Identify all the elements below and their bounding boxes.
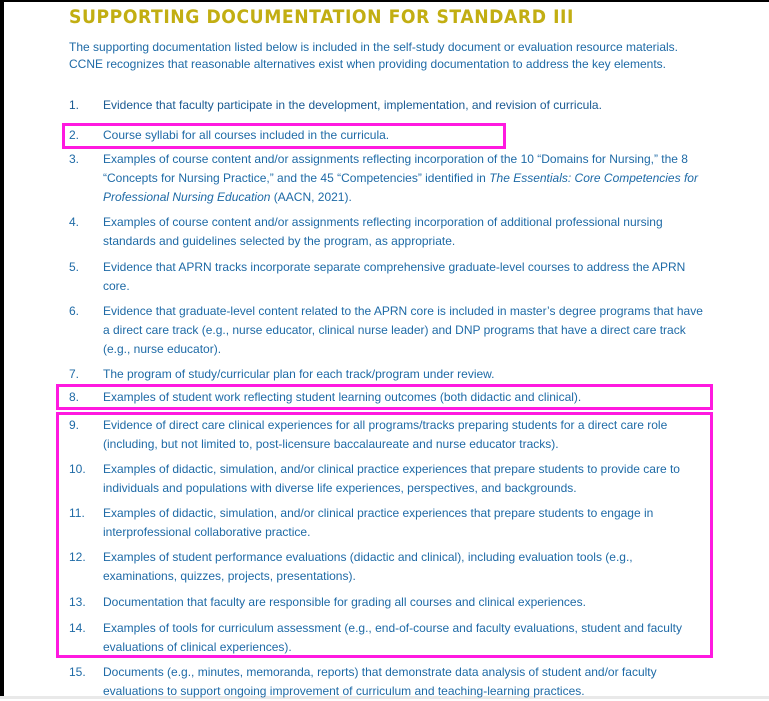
item-text: Evidence that graduate-level content related to the APRN core is included in master’s degree programs that have a direct care track (e.g., nurse educator, clinical nurse leader) and DNP programs that have a direct care track (e.g., nurse educator).	[103, 304, 703, 356]
item-text: Examples of course content and/or assignments reflecting incorporation of additional professional nursing standards and guidelines selected by the program, as appropriate.	[103, 215, 663, 248]
item-text: Documentation that faculty are responsible for grading all courses and clinical experiences.	[103, 595, 586, 609]
item-text	[103, 150, 709, 207]
item-number: 2.	[69, 128, 80, 142]
highlight-box-items-9-14	[56, 412, 713, 658]
item-number: 12.	[69, 550, 86, 564]
item-number: 1.	[69, 98, 80, 112]
item-text: Examples of student work reflecting student learning outcomes (both didactic and clinical).	[103, 390, 582, 404]
window-top-border	[0, 0, 769, 2]
item-number: 8.	[69, 390, 80, 404]
item-number: 6.	[69, 304, 80, 318]
item-number: 13.	[69, 595, 86, 609]
list-item-15	[69, 663, 709, 701]
item-number: 4.	[69, 215, 80, 229]
item-text: Documents (e.g., minutes, memoranda, reports) that demonstrate data analysis of student and/or faculty evaluations to support ongoing improvement of curriculum and teaching-learning practices.	[103, 665, 657, 698]
item-number: 5.	[69, 260, 80, 274]
item-text: Course syllabi for all courses included in the curricula.	[103, 128, 390, 142]
item-number: 10.	[69, 462, 86, 476]
item-text: Examples of didactic, simulation, and/or clinical practice experiences that prepare students to provide care to individuals and populations with diverse life experiences, perspectives, and backgrounds.	[103, 462, 680, 495]
item-text-citation-title: The Essentials: Core Competencies for Professional Nursing Education	[103, 171, 698, 204]
list-item-4	[69, 213, 709, 251]
item-number: 9.	[69, 418, 80, 432]
item-text-part: Examples of course content and/or assignments reflecting incorporation of the 10 “Domains for Nursing,” the 8 “Concepts for Nursing Practice,” and the 45 “Competencies” identified in	[103, 152, 688, 185]
item-number: 15.	[69, 665, 86, 679]
window-left-border	[0, 0, 4, 696]
item-number: 3.	[69, 152, 80, 166]
item-text: Evidence that faculty participate in the development, implementation, and revision of curricula.	[103, 98, 602, 112]
list-item-6	[69, 302, 709, 359]
list-item-1	[69, 96, 709, 115]
list-item-7	[69, 365, 709, 384]
item-text: Examples of tools for curriculum assessment (e.g., end-of-course and faculty evaluations, student and faculty evaluations of clinical experiences).	[103, 621, 682, 654]
item-number: 14.	[69, 621, 86, 635]
item-number: 7.	[69, 367, 80, 381]
list-item-5	[69, 258, 709, 296]
item-text: Evidence that APRN tracks incorporate separate comprehensive graduate-level courses to address the APRN core.	[103, 260, 686, 293]
item-text: Evidence of direct care clinical experiences for all programs/tracks preparing students for a direct care role (including, but not limited to, post-licensure baccalaureate and nurse educator tracks).	[103, 418, 668, 451]
list-item-3	[69, 150, 709, 207]
item-text: Examples of didactic, simulation, and/or clinical practice experiences that prepare students to engage in interprofessional collaborative practice.	[103, 506, 654, 539]
page-title: SUPPORTING DOCUMENTATION FOR STANDARD III	[69, 7, 574, 28]
item-number: 11.	[69, 506, 85, 520]
intro-paragraph: The supporting documentation listed below is included in the self-study document or evaluation resource materials. CCNE recognizes that reasonable alternatives exist when providing documentation to address the key elements.	[69, 40, 678, 71]
item-text: Examples of student performance evaluations (didactic and clinical), including evaluation tools (e.g., examinations, quizzes, projects, presentations).	[103, 550, 633, 583]
item-text-part: (AACN, 2021).	[270, 190, 352, 204]
highlight-box-item-2	[62, 123, 506, 149]
item-text: The program of study/curricular plan for each track/program under review.	[103, 367, 495, 381]
highlight-box-item-8	[56, 384, 713, 410]
